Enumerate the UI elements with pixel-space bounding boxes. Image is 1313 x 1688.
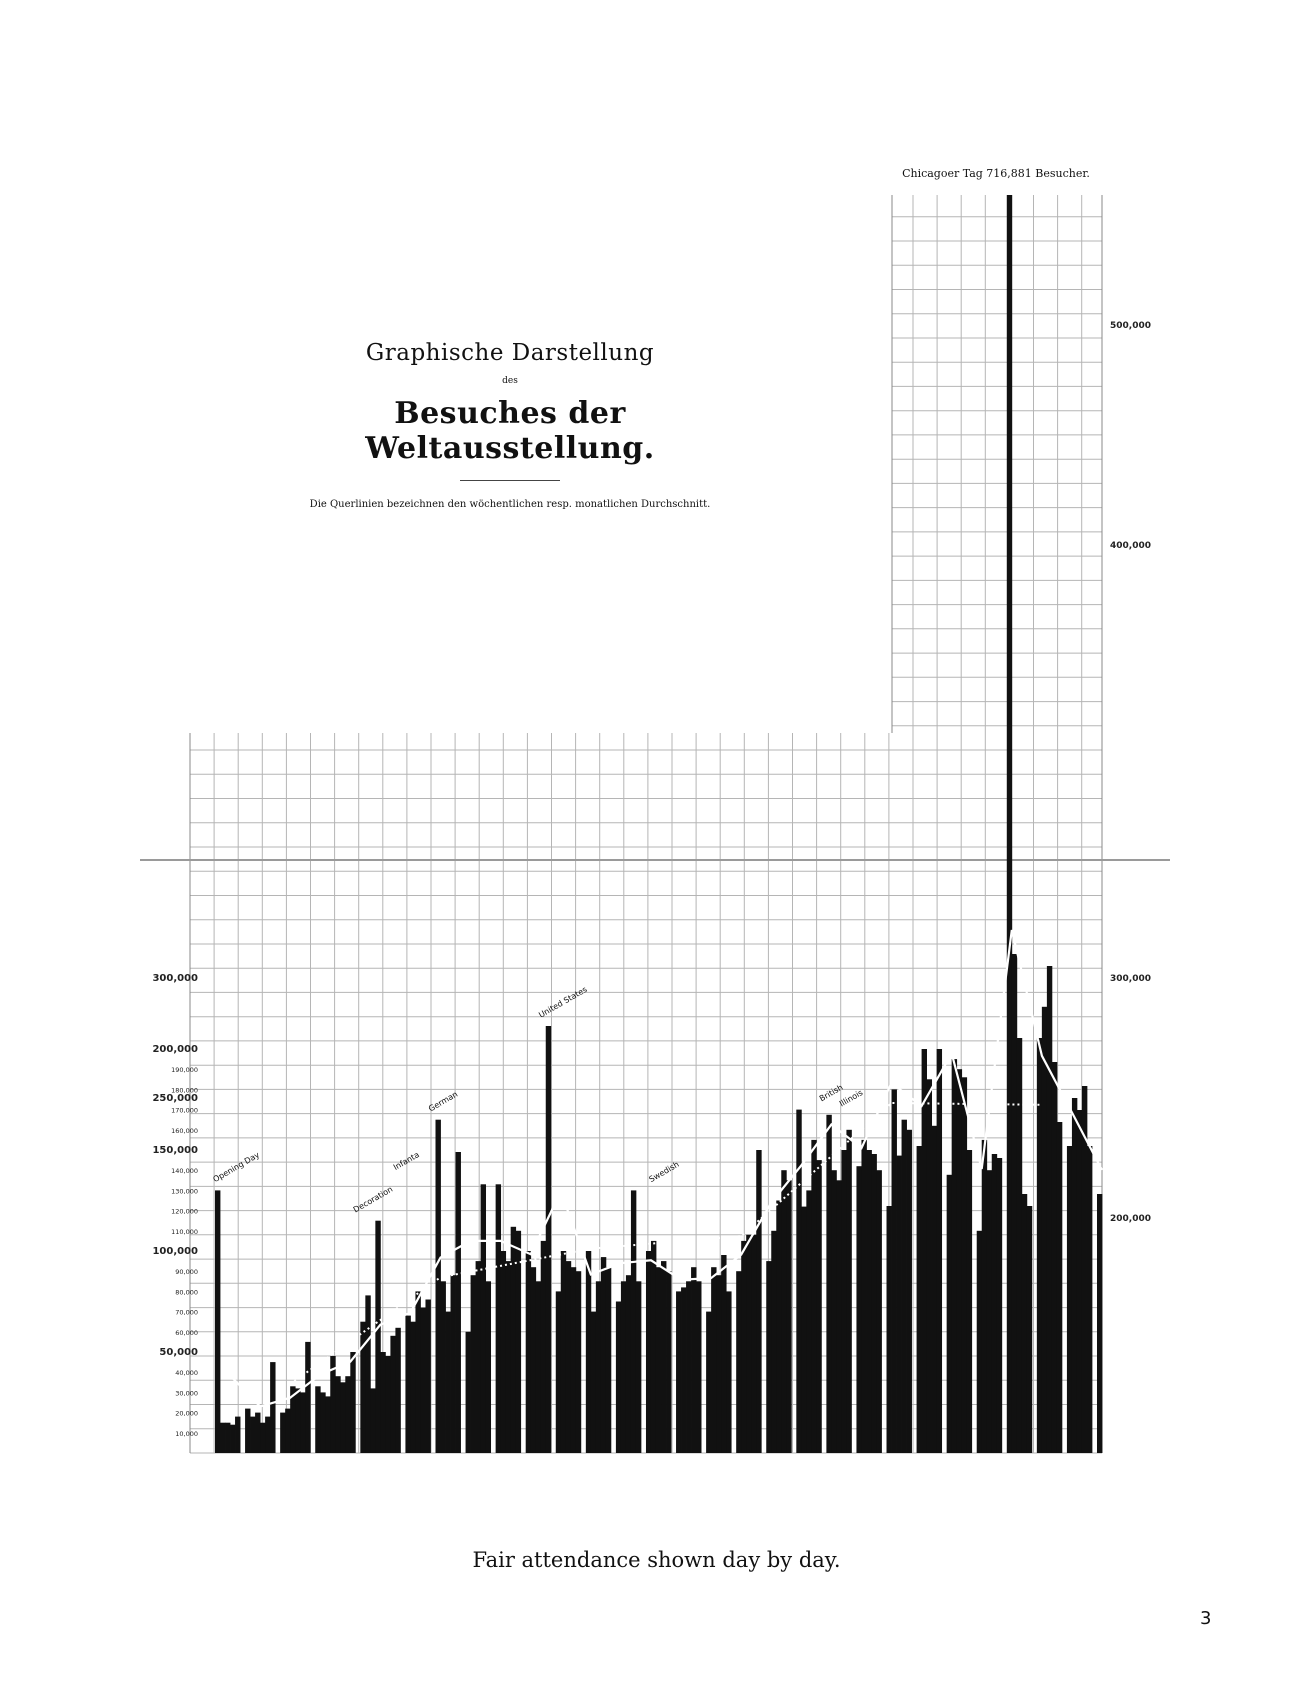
attendance-bar (380, 1352, 385, 1453)
attendance-bar (410, 1322, 415, 1453)
attendance-bar (776, 1201, 781, 1454)
attendance-bar (335, 1376, 340, 1453)
attendance-bar (1007, 195, 1012, 1453)
attendance-bar (325, 1396, 330, 1453)
attendance-bar (1072, 1098, 1077, 1453)
title-divider (460, 480, 560, 481)
attendance-bar (651, 1241, 656, 1453)
figure-caption: Fair attendance shown day by day. (472, 1548, 841, 1572)
attendance-bar (646, 1251, 651, 1453)
attendance-bar (345, 1376, 350, 1453)
attendance-bar (446, 1312, 451, 1453)
attendance-bar (415, 1291, 420, 1453)
attendance-bar (1087, 1146, 1092, 1453)
attendance-bar (711, 1267, 716, 1453)
y-tick-label-left: 70,000 (175, 1308, 198, 1317)
y-tick-label-left: 150,000 (152, 1145, 198, 1156)
attendance-bar (816, 1160, 821, 1453)
attendance-bar (235, 1417, 240, 1453)
attendance-bar (1027, 1206, 1032, 1453)
attendance-bar (260, 1423, 265, 1453)
attendance-bar (516, 1231, 521, 1453)
attendance-bar (1097, 1194, 1102, 1453)
attendance-bar (876, 1170, 881, 1453)
attendance-bar (506, 1261, 511, 1453)
attendance-bar (285, 1409, 290, 1453)
attendance-bar (626, 1275, 631, 1453)
attendance-bar (360, 1322, 365, 1453)
attendance-bar (892, 1089, 897, 1453)
attendance-bar (215, 1190, 220, 1453)
attendance-bar (766, 1261, 771, 1453)
y-tick-label-left: 190,000 (171, 1066, 198, 1075)
attendance-bar (897, 1156, 902, 1453)
attendance-bar (746, 1235, 751, 1453)
attendance-bar (616, 1302, 621, 1454)
attendance-bar (546, 1026, 551, 1453)
attendance-bar (952, 1059, 957, 1453)
attendance-bar (526, 1251, 531, 1453)
y-tick-label-left: 250,000 (152, 1093, 198, 1104)
attendance-bar (741, 1241, 746, 1453)
attendance-bar (736, 1271, 741, 1453)
chart-note: Die Querlinien bezeichnen den wöchentlichen resp. monatlichen Durchschnitt. (309, 499, 711, 510)
y-tick-label-left: 100,000 (152, 1246, 198, 1257)
attendance-bar (831, 1170, 836, 1453)
attendance-bar (566, 1261, 571, 1453)
y-tick-label-left: 160,000 (171, 1126, 198, 1135)
attendance-bar (696, 1281, 701, 1453)
attendance-bar (691, 1267, 696, 1453)
y-tick-label-left: 30,000 (175, 1389, 198, 1398)
attendance-bar (771, 1231, 776, 1453)
attendance-bar (977, 1231, 982, 1453)
attendance-bar (887, 1206, 892, 1453)
attendance-bar (656, 1267, 661, 1453)
attendance-bar (385, 1356, 390, 1453)
y-tick-label-left: 50,000 (159, 1347, 198, 1358)
attendance-bar (601, 1257, 606, 1453)
attendance-bar (295, 1388, 300, 1453)
attendance-bar (997, 1158, 1002, 1453)
attendance-bar (300, 1392, 305, 1453)
attendance-bar (982, 1140, 987, 1453)
y-tick-label-left: 300,000 (152, 973, 198, 984)
attendance-bar (967, 1150, 972, 1453)
attendance-bar (751, 1235, 756, 1453)
attendance-bar (992, 1154, 997, 1453)
attendance-bar (937, 1049, 942, 1453)
attendance-bar (846, 1130, 851, 1453)
attendance-bar (1077, 1110, 1082, 1453)
y-tick-label-left: 200,000 (152, 1044, 198, 1055)
attendance-bar (661, 1261, 666, 1453)
attendance-bar (305, 1342, 310, 1453)
y-tick-label-left: 120,000 (171, 1207, 198, 1216)
attendance-bar (466, 1332, 471, 1453)
attendance-bar (405, 1316, 410, 1453)
attendance-bar (902, 1120, 907, 1453)
attendance-bar (556, 1291, 561, 1453)
attendance-bar (265, 1417, 270, 1453)
y-tick-label-right: 200,000 (1110, 1214, 1151, 1224)
chart-title-des: des (502, 376, 518, 386)
attendance-bar (962, 1077, 967, 1453)
attendance-bar (856, 1166, 861, 1453)
attendance-bar (756, 1150, 761, 1453)
attendance-bar (250, 1417, 255, 1453)
y-tick-label-left: 140,000 (171, 1167, 198, 1176)
attendance-bar (801, 1207, 806, 1453)
attendance-bar (390, 1336, 395, 1453)
attendance-bar (425, 1300, 430, 1454)
attendance-bar (511, 1227, 516, 1453)
attendance-bar (471, 1275, 476, 1453)
y-tick-label-left: 130,000 (171, 1187, 198, 1196)
y-tick-label-left: 20,000 (175, 1409, 198, 1418)
attendance-bar (811, 1140, 816, 1453)
attendance-bar (1067, 1146, 1072, 1453)
chart-title-top: Graphische Darstellung (365, 340, 655, 366)
attendance-bar (1012, 954, 1017, 1453)
y-tick-label-left: 80,000 (175, 1288, 198, 1297)
attendance-bar (225, 1423, 230, 1453)
attendance-bar (861, 1140, 866, 1453)
event-annotation: United States (537, 984, 589, 1020)
attendance-bar (531, 1267, 536, 1453)
attendance-bar (315, 1386, 320, 1453)
attendance-bar (826, 1115, 831, 1453)
attendance-bar (676, 1291, 681, 1453)
y-tick-label-left: 60,000 (175, 1328, 198, 1337)
attendance-bar (541, 1241, 546, 1453)
y-tick-label-left: 110,000 (171, 1227, 198, 1236)
event-annotation: Decoration (351, 1184, 395, 1215)
event-annotation: German (427, 1089, 460, 1114)
attendance-bar (486, 1281, 491, 1453)
attendance-bar (441, 1281, 446, 1453)
attendance-bar (1047, 966, 1052, 1453)
event-annotation: Swedish (647, 1159, 681, 1185)
attendance-bar (420, 1308, 425, 1453)
attendance-bar (621, 1281, 626, 1453)
attendance-bar (370, 1388, 375, 1453)
attendance-bar (456, 1152, 461, 1453)
event-annotation: Infanta (391, 1150, 421, 1173)
y-tick-label-left: 10,000 (175, 1429, 198, 1438)
attendance-bar (375, 1221, 380, 1453)
attendance-bar (586, 1251, 591, 1453)
attendance-bar (270, 1362, 275, 1453)
attendance-bar (907, 1130, 912, 1453)
attendance-bar (932, 1126, 937, 1453)
peak-label: Chicagoer Tag 716,881 Besucher. (902, 167, 1090, 180)
attendance-bar (501, 1251, 506, 1453)
y-tick-label-right: 300,000 (1110, 974, 1151, 984)
attendance-bar (536, 1281, 541, 1453)
event-annotation: Illinois (837, 1088, 865, 1109)
attendance-bar (871, 1154, 876, 1453)
attendance-bar (596, 1281, 601, 1453)
attendance-bar (866, 1150, 871, 1453)
attendance-bar (230, 1425, 235, 1453)
attendance-bar (350, 1352, 355, 1453)
attendance-bar (591, 1312, 596, 1453)
attendance-bar (706, 1312, 711, 1453)
attendance-bar (481, 1184, 486, 1453)
attendance-bar (255, 1413, 260, 1453)
attendance-bar (340, 1382, 345, 1453)
y-tick-label-left: 90,000 (175, 1268, 198, 1277)
attendance-bar (781, 1170, 786, 1453)
attendance-bar (436, 1120, 441, 1453)
attendance-bar (476, 1261, 481, 1453)
attendance-bar (496, 1184, 501, 1453)
attendance-bar (957, 1069, 962, 1453)
y-tick-label-right: 400,000 (1110, 541, 1151, 551)
y-tick-label-right: 500,000 (1110, 321, 1151, 331)
y-tick-label-left: 40,000 (175, 1369, 198, 1378)
attendance-bar (631, 1190, 636, 1453)
attendance-bar (576, 1271, 581, 1453)
attendance-bar (666, 1271, 671, 1453)
attendance-bar (280, 1413, 285, 1453)
attendance-bar (686, 1281, 691, 1453)
attendance-bar (365, 1295, 370, 1453)
attendance-bar (1057, 1122, 1062, 1453)
attendance-bar (922, 1049, 927, 1453)
attendance-bar (836, 1180, 841, 1453)
attendance-bar (806, 1190, 811, 1453)
attendance-bar (927, 1079, 932, 1453)
attendance-bar (987, 1170, 992, 1453)
attendance-bar (1052, 1062, 1057, 1453)
attendance-bar (786, 1180, 791, 1453)
chart-title: Besuches der Weltausstellung. (365, 396, 655, 466)
attendance-bar (917, 1146, 922, 1453)
attendance-bar (606, 1267, 611, 1453)
attendance-bar (636, 1281, 641, 1453)
attendance-bar (716, 1275, 721, 1453)
chart-title-block (250, 340, 770, 510)
y-tick-label-left: 170,000 (171, 1106, 198, 1115)
attendance-bar (841, 1150, 846, 1453)
attendance-bar (220, 1423, 225, 1453)
attendance-bar (561, 1251, 566, 1453)
attendance-bar (1022, 1194, 1027, 1453)
attendance-bar (947, 1175, 952, 1453)
attendance-bar (721, 1255, 726, 1453)
event-annotation: British (817, 1082, 845, 1104)
event-annotation: Opening Day (211, 1150, 262, 1185)
attendance-bar (1042, 1007, 1047, 1453)
attendance-bar (1017, 1038, 1022, 1453)
attendance-bar (796, 1110, 801, 1453)
page-number: 3 (1200, 1608, 1212, 1629)
attendance-bar (571, 1267, 576, 1453)
y-tick-label-left: 180,000 (171, 1086, 198, 1095)
attendance-bar (726, 1291, 731, 1453)
attendance-bar (681, 1287, 686, 1453)
attendance-bar (395, 1328, 400, 1453)
attendance-bar (1037, 1038, 1042, 1453)
attendance-bar (320, 1392, 325, 1453)
attendance-bar (245, 1409, 250, 1453)
attendance-bar (451, 1275, 456, 1453)
